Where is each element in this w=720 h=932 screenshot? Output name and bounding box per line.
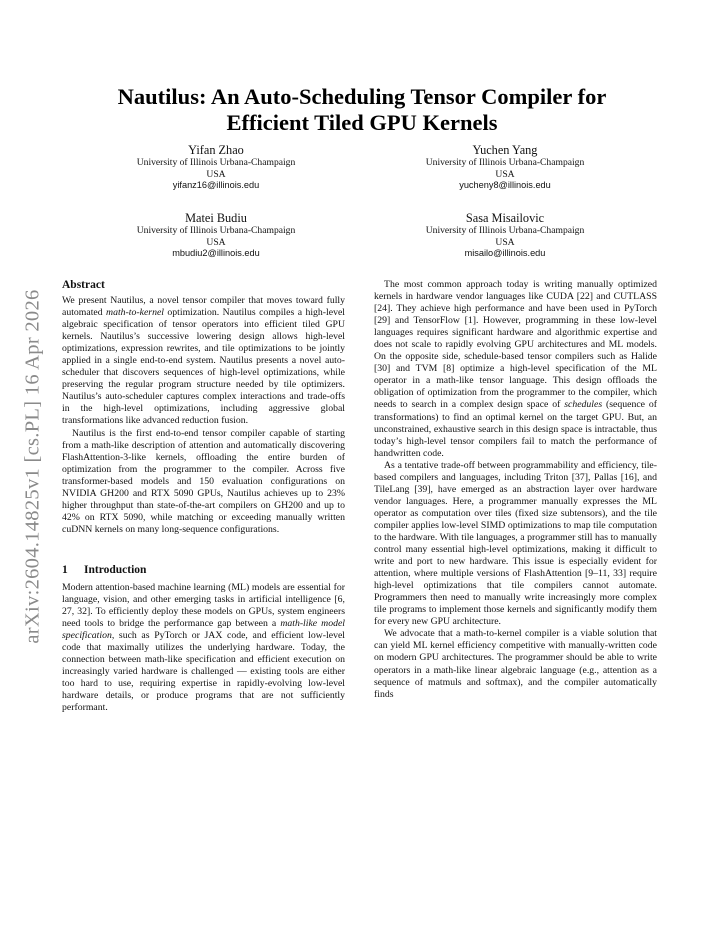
right-paragraph-2: As a tentative trade-off between programmability and efficiency, tile-based compilers and languages, including Triton [37], Pallas [16], and TileLang [39], have emerged as an abstraction layer over hardware vendor languages. Here, a programmer manually expresses the ML operator as computation over tiles (fixed size subtensors), and the tile compiler applies low-level SIMD optimizations to map tile computation to the hardware. With tile languages, a programmer still has to manually control many essential high-level optimizations, making it difficult to write and port to new hardware. This issue is especially evident for attention, where multiple versions of FlashAttention [9–11, 33] require high-level optimizations that tile compilers cannot automate. Programmers then need to manually write increasingly more complex tile programs to implement those kernels and significantly modify them for every new GPU architecture. [374, 459, 657, 628]
abstract-paragraph-2: Nautilus is the first end-to-end tensor compiler capable of starting from a math-like description of attention and automatically discovering FlashAttention-3-like kernels, offloading the entire burden of optimization from the programmer to the compiler. Across five transformer-based models and 150 evaluation configurations on NVIDIA GH200 and RTX 5090 GPUs, Nautilus achieves up to 23% higher throughput than state-of-the-art compilers on GH200 and up to 42% on RTX 5090, while matching or exceeding manually written cuDNN kernels on many long-sequence configurations. [62, 427, 345, 535]
author-email: misailo@illinois.edu [464, 248, 546, 259]
section-heading-introduction [62, 564, 345, 577]
author-affiliation: University of Illinois Urbana-Champaign [136, 225, 296, 236]
author-country: USA [206, 236, 226, 248]
author-affiliation: University of Illinois Urbana-Champaign [425, 157, 585, 168]
intro-paragraph-1: Modern attention-based machine learning (ML) models are essential for language, vision, and other emerging tasks in artificial intelligence [6, 27, 32]. To efficiently deploy these models on GPUs, system engineers need tools to bridge the performance gap between a math-like model specification, such as PyTorch or JAX code, and efficient low-level code that maximally utilizes the underlying hardware. Today, the connection between math-like specification and efficient execution on increasingly varied hardware is challenged — existing tools are either too hard to use, requiring expertise in rapidly-evolving low-level hardware details, or produce programs that are not sufficiently performant. [62, 581, 346, 714]
author-email: yucheny8@illinois.edu [459, 180, 551, 191]
arxiv-stamp: arXiv:2604.14825v1 [cs.PL] 16 Apr 2026 [21, 288, 44, 644]
author-affiliation: University of Illinois Urbana-Champaign [136, 157, 296, 168]
author-affiliation: University of Illinois Urbana-Champaign [425, 225, 585, 236]
right-paragraph-1: The most common approach today is writing manually optimized kernels in hardware vendor languages like CUDA [22] and CUTLASS [24]. They achieve high performance and have been used in PyTorch [29] and TensorFlow [1]. However, programming in these low-level languages requires significant hardware and algorithmic expertise and does not scale to rapidly evolving GPU architectures and ML models. On the opposite side, schedule-based tensor compilers such as Halide [30] and TVM [8] optimize a high-level specification of the ML operator in a math-like tensor language. This design offloads the obligation of optimization from the programmer to the compiler, which needs to search in a complex design space of schedules (sequence of transformations) to find an optimal kernel on the target GPU. But, an unconstrained, exhaustive search in this design space is intractable, thus today’s high-level tensor compilers fail to match the performance of handwritten code. [374, 279, 657, 459]
author-email: yifanz16@illinois.edu [172, 180, 260, 191]
right-column [374, 279, 657, 701]
author-country: USA [206, 168, 226, 180]
section-title: Introduction [84, 563, 147, 576]
author-block-4 [355, 211, 655, 260]
author-block-2 [355, 143, 655, 192]
abstract-heading: Abstract [62, 279, 105, 291]
paper-title [62, 84, 662, 136]
author-country: USA [495, 236, 515, 248]
author-block-3 [66, 211, 366, 260]
arxiv-stamp-container [10, 260, 56, 672]
author-name: Yifan Zhao [188, 143, 244, 157]
author-name: Sasa Misailovic [465, 211, 545, 225]
author-name: Matei Budiu [185, 211, 247, 225]
section-number: 1 [62, 563, 68, 576]
author-name: Yuchen Yang [472, 143, 538, 157]
right-paragraph-3: We advocate that a math-to-kernel compiler is a viable solution that can yield ML kernel efficiency competitive with manually-written code on modern GPU architectures. The programmer should be able to write operators in a math-like linear algebraic language (e.g., attention as a sequence of matmuls and softmax), and the compiler automatically finds [374, 628, 657, 700]
emphasis: schedules [564, 399, 603, 411]
author-country: USA [495, 168, 515, 180]
author-email: mbudiu2@illinois.edu [172, 248, 260, 259]
emphasis: math-like model specification [62, 618, 346, 642]
paper-title-line1: Nautilus: An Auto-Scheduling Tensor Compiler for [117, 84, 607, 109]
emphasis: math-to-kernel [106, 307, 164, 319]
abstract-paragraph-1: We present Nautilus, a novel tensor compiler that moves toward fully automated math-to-kernel optimization. Nautilus compiles a high-level algebraic specification of tensor operators into efficient tiled GPU kernels. Nautilus’s successive lowering design allows high-level optimizations, expression rewrites, and tile optimizations to be jointly applied in a single end-to-end system. Nautilus presents a novel auto-scheduler that discovers sequences of high-level optimizations, while preserving the regular program structure needed by tile optimizers. Nautilus’s auto-scheduler captures complex interactions and trade-offs in the high-level optimizations, including aggressive global transformations like advanced reduction fusion. [62, 295, 345, 427]
paper-title-line2: Efficient Tiled GPU Kernels [226, 110, 498, 135]
author-block-1 [66, 143, 366, 192]
left-column [62, 279, 345, 714]
